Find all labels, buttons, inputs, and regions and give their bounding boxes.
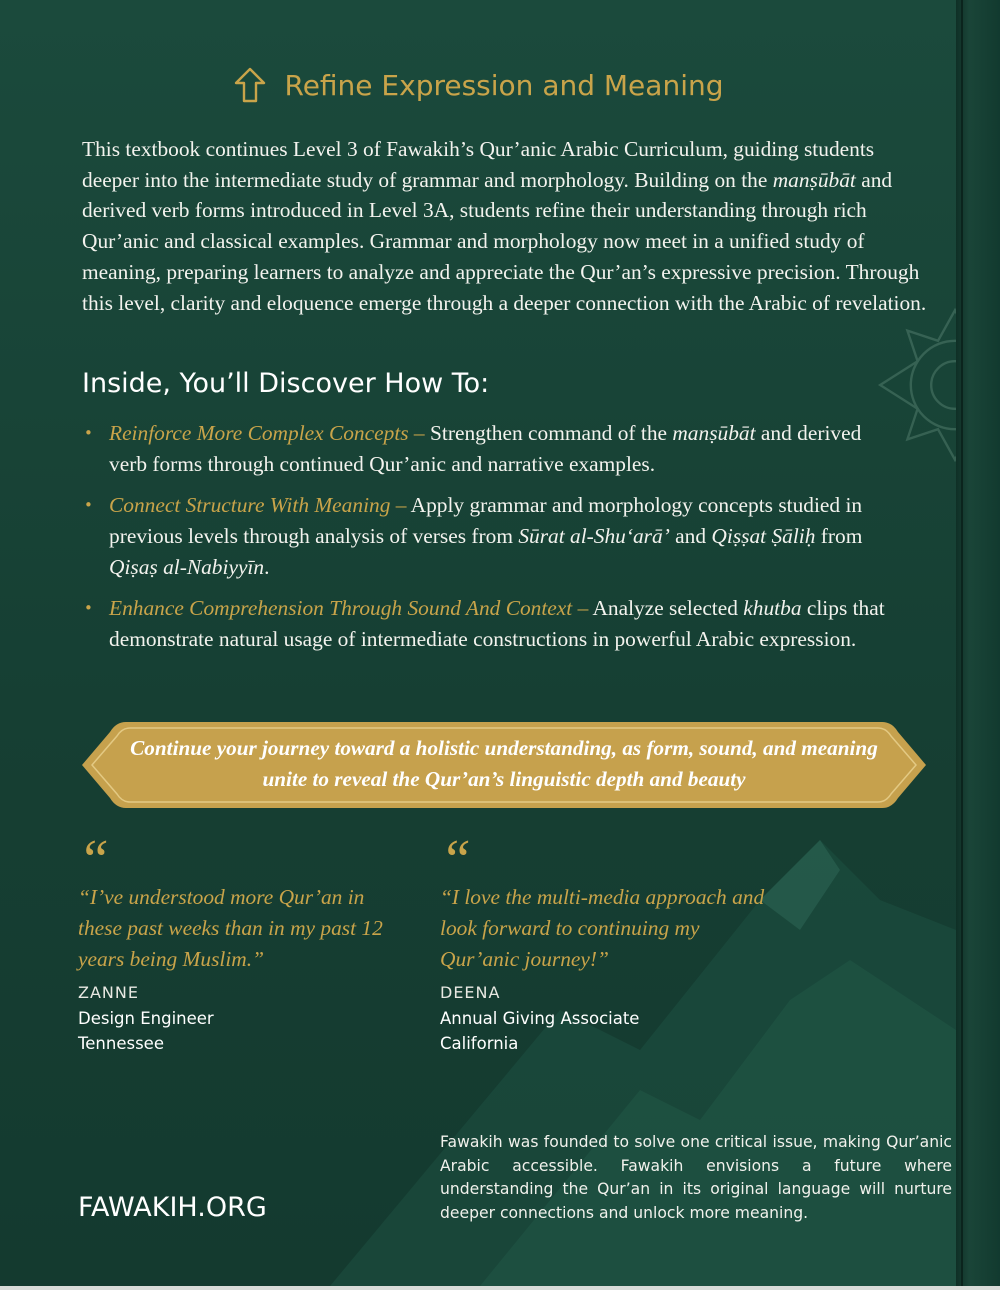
intro-text-2: and derived verb forms introduced in Level 3A, students refine their understanding through rich Qur’anic and classical examples. Grammar and morphology now meet in a unified study of meaning, preparing learners to analyze and appreciate the Qur’an’s expressive precision. Through this level, clarity and eloquence emerge through a deeper connection with the Arabic of revelation. [82, 167, 927, 315]
testimonial-role: Annual Giving Associate [440, 1009, 640, 1028]
list-item [82, 418, 892, 480]
bullet-lead: Reinforce More Complex Concepts – [109, 421, 425, 445]
bullet-term: Sūrat al-Shu‘arā’ [518, 524, 670, 548]
gold-banner [80, 720, 928, 810]
bullet-text: clips that demonstrate natural usage of intermediate constructions in powerful Arabic expression. [109, 596, 885, 651]
testimonial-deena [440, 829, 770, 1056]
heading-title: Refine Expression and Meaning [284, 68, 724, 102]
bullet-lead: Enhance Comprehension Through Sound And Context – [109, 596, 589, 620]
intro-term: manṣūbāt [772, 167, 856, 192]
section-heading [0, 66, 956, 104]
bullet-text: and [669, 524, 712, 548]
bullet-text: Apply grammar and morphology concepts studied in previous levels through analysis of verses from [109, 493, 863, 548]
bullet-list [82, 418, 892, 665]
testimonial-role: Design Engineer [78, 1009, 214, 1028]
banner-text: Continue your journey toward a holistic understanding, as form, sound, and meaning unite to reveal the Qur’an’s linguistic depth and beauty [130, 736, 878, 791]
list-item [82, 593, 892, 655]
bullet-term: Qiṣaṣ al-Nabiyyīn [109, 555, 265, 579]
bullet-dot-icon: • [84, 599, 93, 617]
bullet-text: Strengthen command of the [424, 421, 673, 445]
website-url: FAWAKIH.ORG [78, 1192, 267, 1223]
testimonial-quote: “I’ve understood more Qur’an in these past weeks than in my past 12 years being Muslim.” [78, 885, 383, 971]
discover-heading: Inside, You’ll Discover How To: [82, 368, 490, 399]
intro-text-1: This textbook continues Level 3 of Fawakih’s Qur’anic Arabic Curriculum, guiding students deeper into the intermediate study of grammar and morphology. Building on the [82, 137, 875, 192]
testimonial-quote: “I love the multi-media approach and look forward to continuing my Qur’anic journey!” [440, 885, 765, 971]
quote-mark-icon: “ [440, 829, 472, 891]
bullet-text: Analyze selected [588, 596, 744, 620]
testimonial-name: DEENA [440, 983, 501, 1002]
bullet-term: Qiṣṣat Ṣāliḥ [711, 524, 816, 548]
bullet-text: from [815, 524, 863, 548]
bullet-dot-icon: • [84, 496, 93, 514]
intro-paragraph [82, 134, 927, 318]
testimonial-location: California [440, 1034, 519, 1053]
list-item [82, 490, 892, 583]
bullet-lead: Connect Structure With Meaning – [109, 493, 407, 517]
testimonial-name: ZANNE [78, 983, 139, 1002]
bullet-term: manṣūbāt [672, 421, 756, 445]
bullet-text: and derived verb forms through continued Qur’anic and narrative examples. [109, 421, 862, 476]
testimonial-zanne [78, 829, 408, 1056]
spine-hinge [961, 0, 963, 1286]
bullet-dot-icon: • [84, 424, 93, 442]
up-arrow-icon [233, 66, 267, 104]
testimonial-location: Tennessee [78, 1034, 164, 1053]
bullet-term: khutba [743, 596, 802, 620]
bullet-text: . [264, 555, 270, 579]
quote-mark-icon: “ [78, 829, 110, 891]
about-paragraph: Fawakih was founded to solve one critical issue, making Qur’anic Arabic accessible. Fawakih envisions a future where understanding the Qur’an in its original language will nurture deeper connections and unlock more meaning. [440, 1133, 952, 1222]
